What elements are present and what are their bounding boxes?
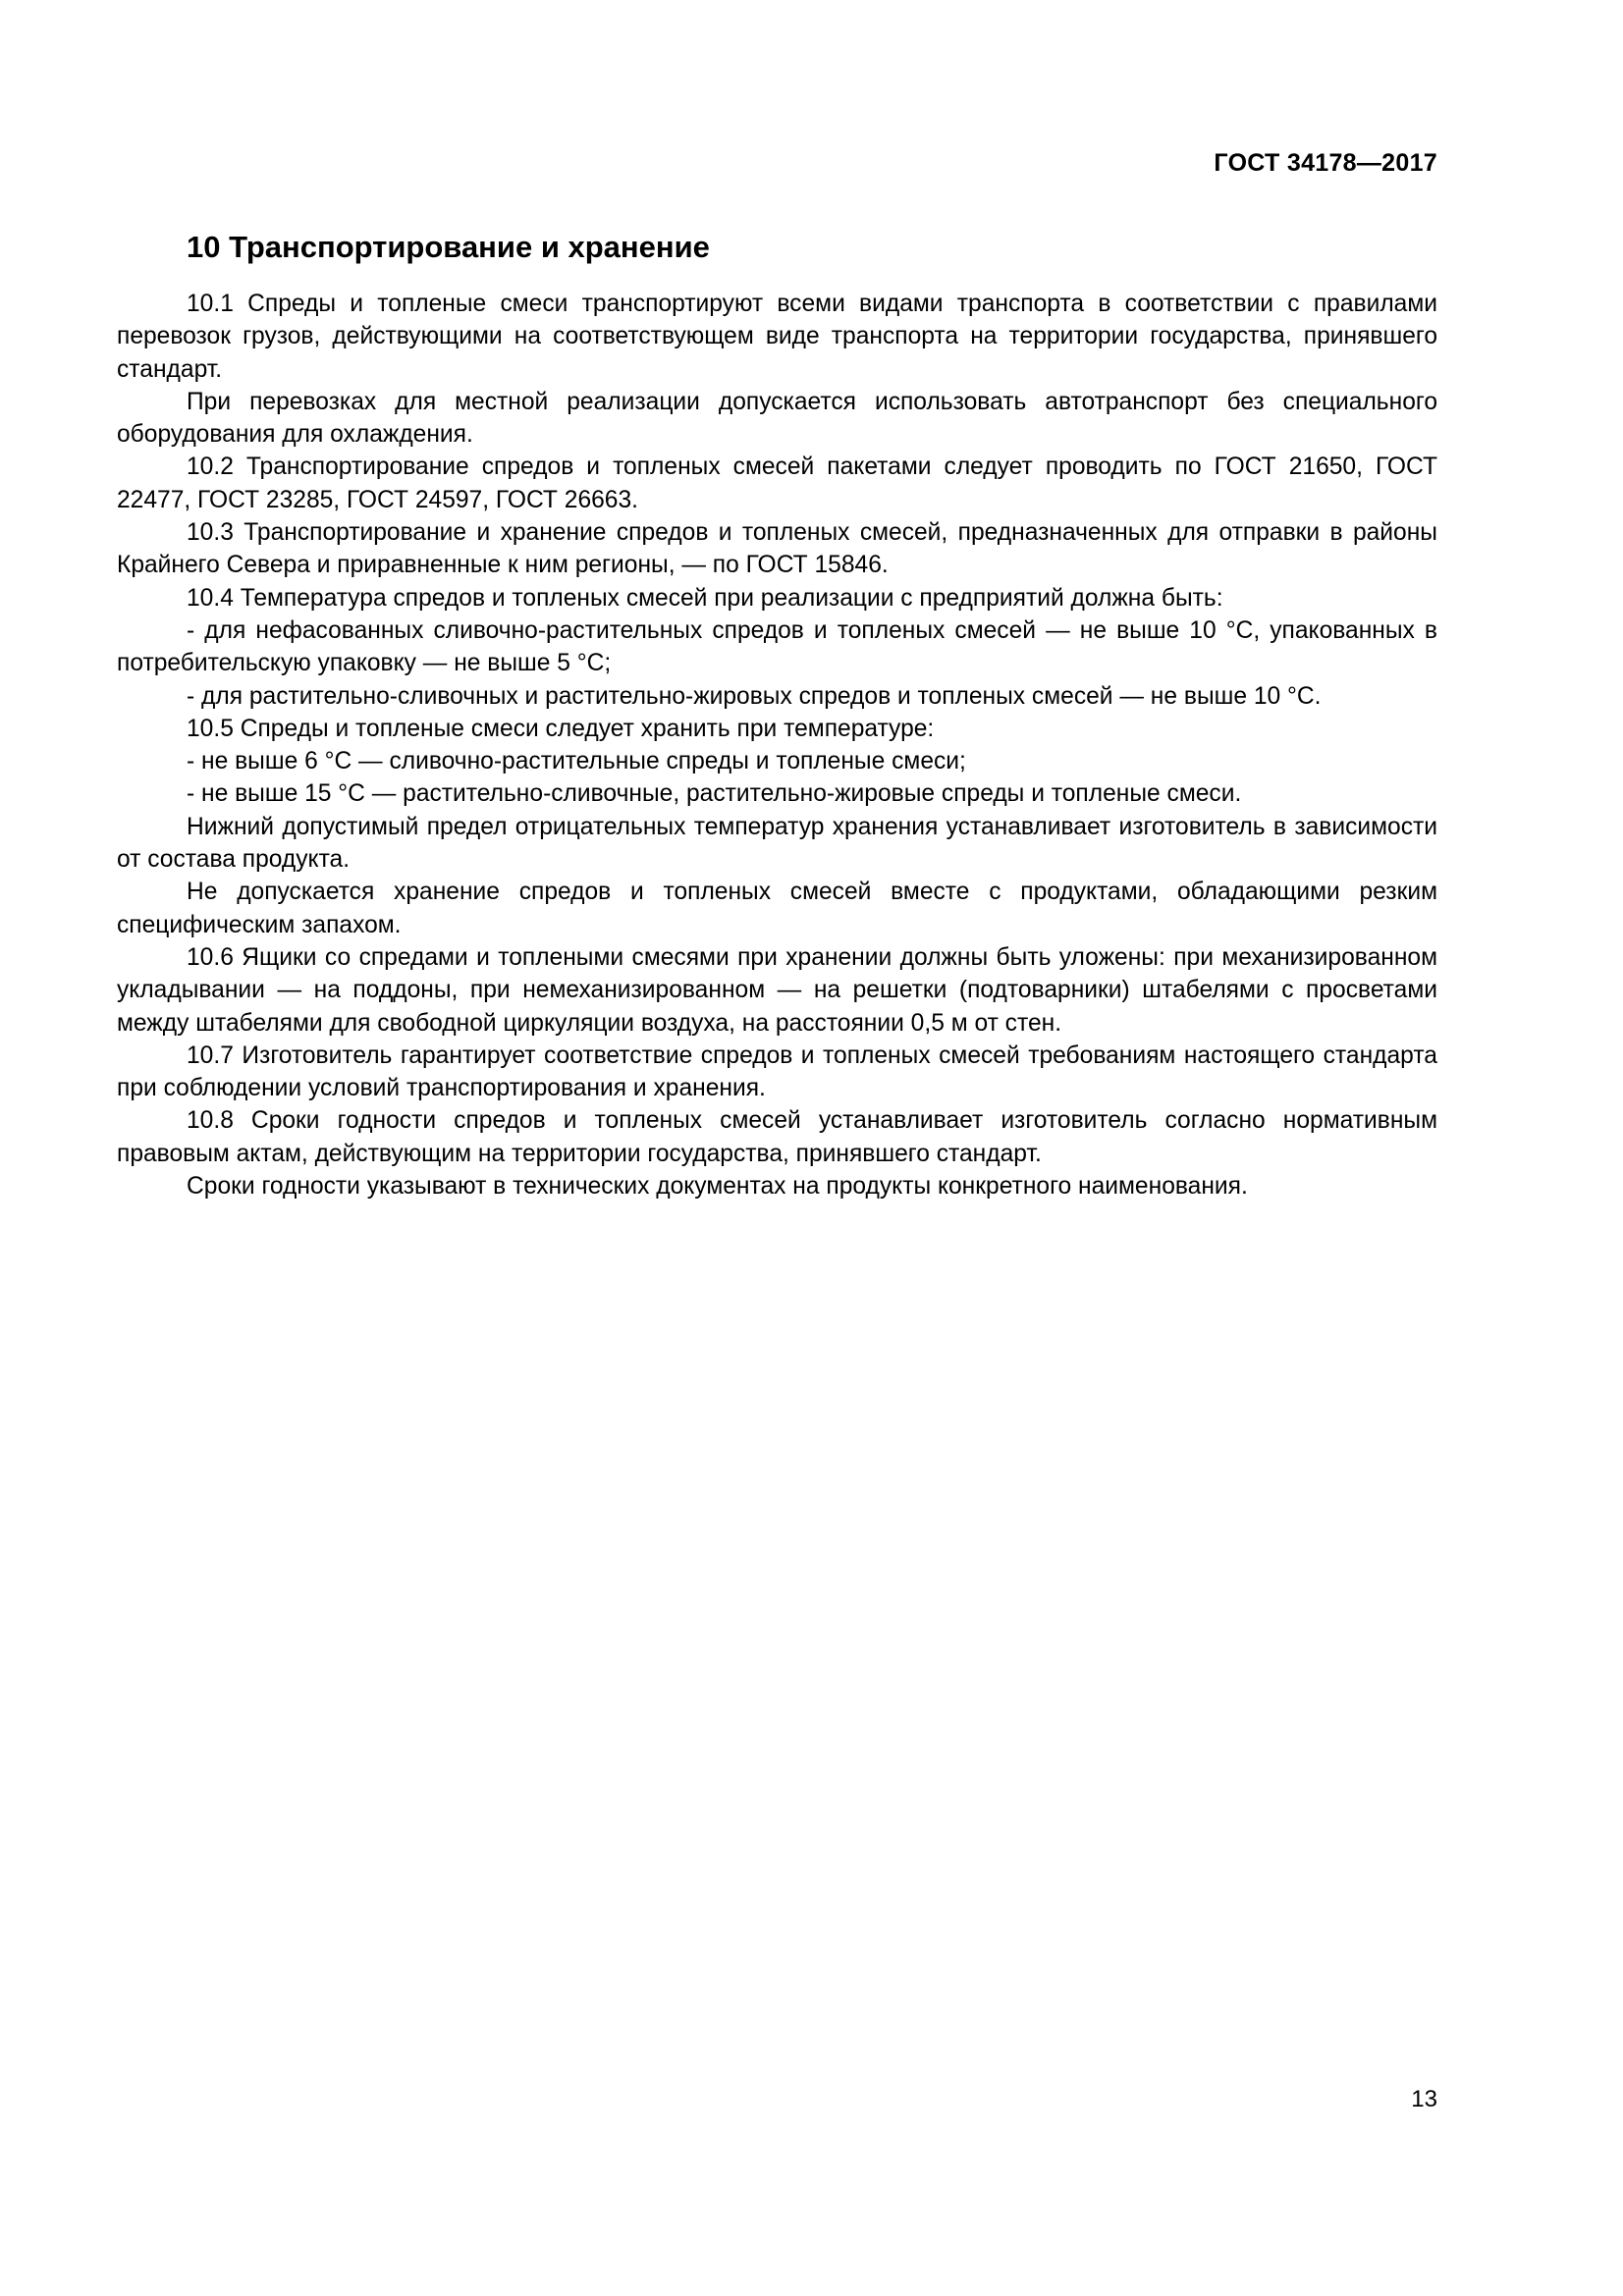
paragraph-10-6: 10.6 Ящики со спредами и топлеными смесями при хранении должны быть уложены: при механизированном укладывании — на поддоны, при немеханизированном — на решетки (подтоварники) штабелями с просветами между штабелями для свободной циркуляции воздуха, на расстоянии 0,5 м от стен. <box>117 943 1437 1037</box>
paragraph-10-2: 10.2 Транспортирование спредов и топленых смесей пакетами следует проводить по ГОСТ 21650, ГОСТ 22477, ГОСТ 23285, ГОСТ 24597, ГОСТ 26663. <box>117 454 1437 513</box>
list-item-vegetable-temp: - для растительно-сливочных и растительно-жировых спредов и топленых смесей — не выше 10 °С. <box>187 682 1322 710</box>
paragraph-10-4: 10.4 Температура спредов и топленых смесей при реализации с предприятий должна быть: <box>187 584 1223 612</box>
paragraph-10-5: 10.5 Спреды и топленые смеси следует хранить при температуре: <box>187 715 935 742</box>
paragraph-lower-limit: Нижний допустимый предел отрицательных температур хранения устанавливает изготовитель в зависимости от состава продукта. <box>117 813 1437 874</box>
list-item-unpacked-temp: - для нефасованных сливочно-растительных спредов и топленых смесей — не выше 10 °С, упакованных в потребительскую упаковку — не выше 5 °С; <box>117 616 1437 677</box>
paragraph-odor-restriction: Не допускается хранение спредов и топленых смесей вместе с продуктами, обладающими резким специфическим запахом. <box>117 879 1437 938</box>
paragraph-local-transport: При перевозках для местной реализации допускается использовать автотранспорт без специального оборудования для охлаждения. <box>117 388 1437 449</box>
list-item-storage-15c: - не выше 15 °С — растительно-сливочные, растительно-жировые спреды и топленые смеси. <box>187 780 1242 808</box>
paragraph-10-1: 10.1 Спреды и топленые смеси транспортируют всеми видами транспорта в соответствии с правилами перевозок грузов, действующими на соответствующем виде транспорта на территории государства, принявшего стандарт. <box>117 291 1437 383</box>
paragraph-shelf-life-docs: Сроки годности указывают в технических документах на продукты конкретного наименования. <box>187 1173 1248 1201</box>
paragraph-10-7: 10.7 Изготовитель гарантирует соответствие спредов и топленых смесей требованиям настоящего стандарта при соблюдении условий транспортирования и хранения. <box>117 1041 1437 1102</box>
page-number: 13 <box>1411 2086 1437 2112</box>
page-header-standard-id: ГОСТ 34178—2017 <box>1214 149 1437 177</box>
section-body <box>117 288 1437 1202</box>
list-item-storage-6c: - не выше 6 °С — сливочно-растительные спреды и топленые смеси; <box>187 748 966 775</box>
paragraph-10-3: 10.3 Транспортирование и хранение спредов и топленых смесей, предназначенных для отправки в районы Крайнего Севера и приравненные к ним регионы, — по ГОСТ 15846. <box>117 519 1437 579</box>
paragraph-10-8: 10.8 Сроки годности спредов и топленых смесей устанавливает изготовитель согласно нормативным правовым актам, действующим на территории государства, принявшего стандарт. <box>117 1107 1437 1167</box>
section-title: 10 Транспортирование и хранение <box>187 230 710 264</box>
